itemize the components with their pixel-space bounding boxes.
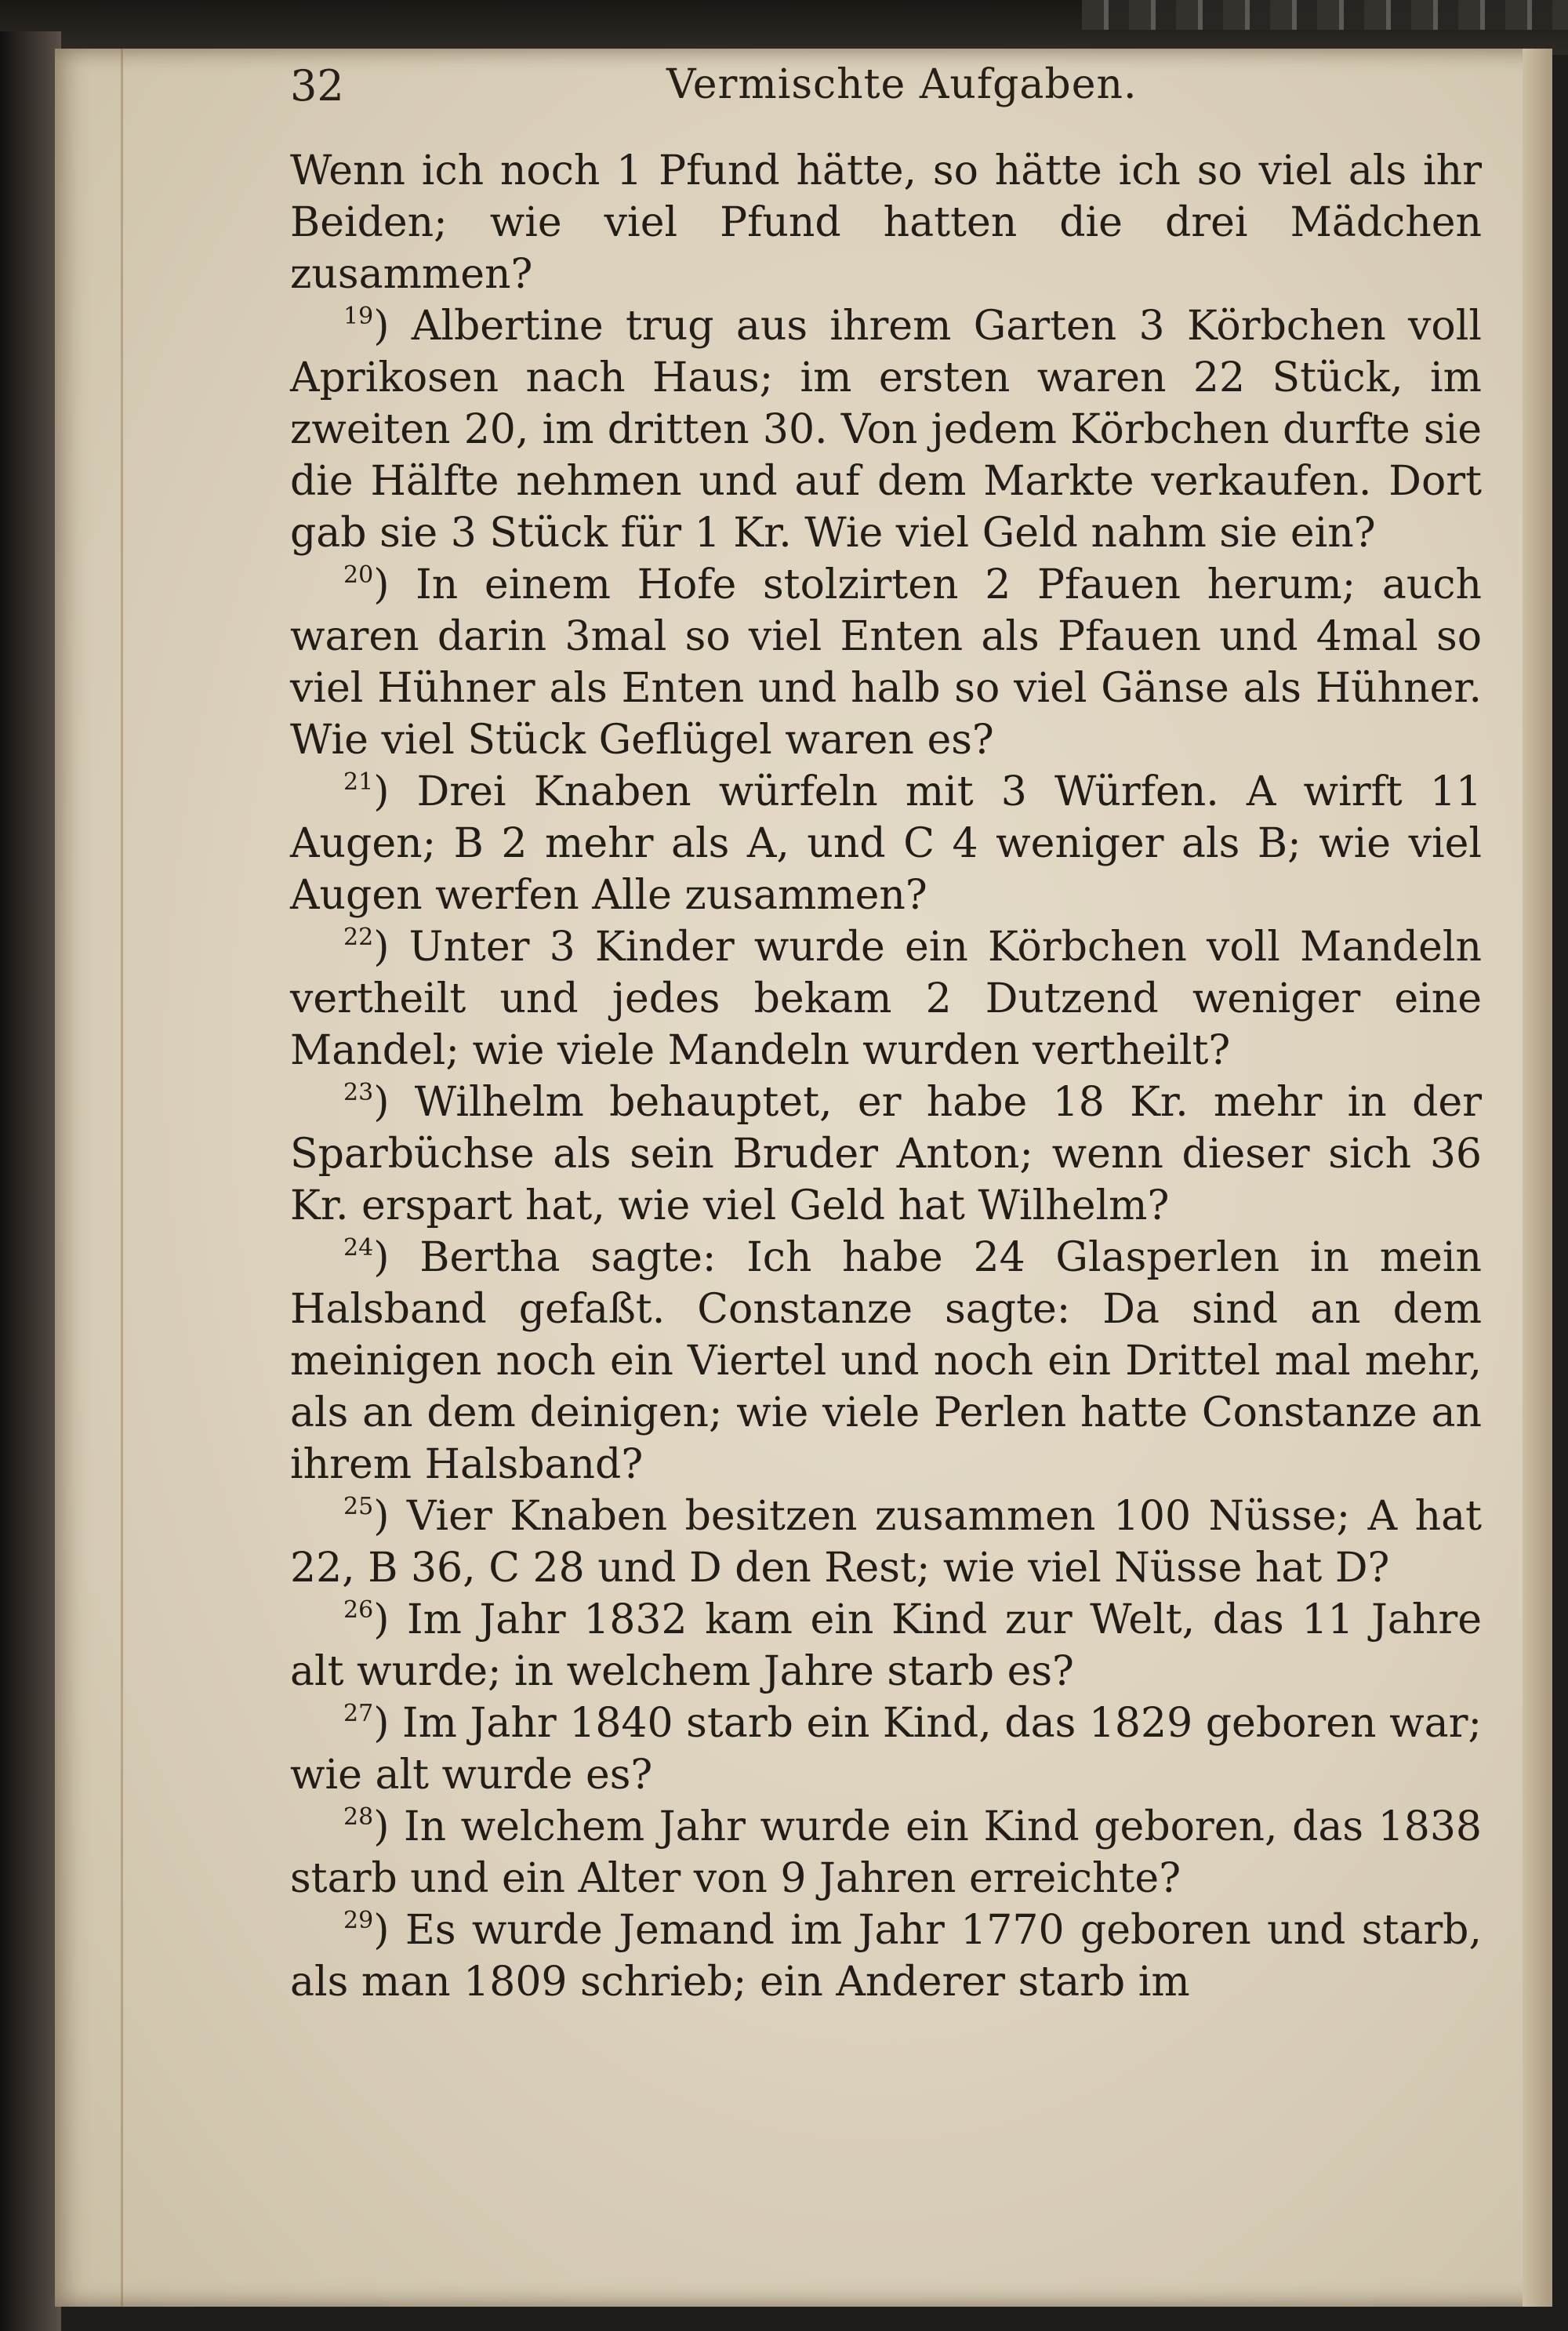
- page-gutter: [121, 49, 123, 2307]
- problem-number: 28: [343, 1803, 374, 1831]
- page-header: [290, 55, 1270, 133]
- problem-number: 25: [343, 1493, 374, 1520]
- paragraph-continuation: [290, 145, 1482, 300]
- paragraph-text: ) In welchem Jahr wurde ein Kind geboren, das 1838 starb und ein Alter von 9 Jahren erreichte?: [290, 1803, 1482, 1902]
- page-number: 32: [290, 61, 344, 111]
- problem-28: [290, 1801, 1482, 1904]
- problem-number: 27: [343, 1700, 374, 1727]
- problem-number: 20: [343, 561, 374, 589]
- paragraph-text: Wenn ich noch 1 Pfund hätte, so hätte ich so viel als ihr Beiden; wie viel Pfund hatten die drei Mädchen zusammen?: [290, 147, 1482, 298]
- problem-number: 21: [343, 768, 374, 796]
- problem-25: [290, 1490, 1482, 1594]
- paragraph-text: ) Im Jahr 1840 starb ein Kind, das 1829 geboren war; wie alt wurde es?: [290, 1700, 1482, 1799]
- problem-24: [290, 1232, 1482, 1490]
- paragraph-text: ) Es wurde Jemand im Jahr 1770 geboren und starb, als man 1809 schrieb; ein Anderer starb im: [290, 1907, 1482, 2006]
- page-edge: [1523, 49, 1552, 2307]
- problem-number: 19: [343, 303, 374, 330]
- problem-27: [290, 1697, 1482, 1801]
- book-binding: [0, 31, 61, 2331]
- problem-number: 29: [343, 1907, 374, 1934]
- paragraph-text: ) In einem Hofe stolzirten 2 Pfauen herum; auch waren darin 3mal so viel Enten als Pfauen und 4mal so viel Hühner als Enten und halb so viel Gänse als Hühner. Wie viel Stück Geflügel waren es?: [290, 561, 1482, 764]
- paragraph-text: ) Bertha sagte: Ich habe 24 Glasperlen in mein Halsband gefaßt. Constanze sagte: Da sind an dem meinigen noch ein Viertel und noch ein Drittel mal mehr, als an dem deinigen; wie viele Perlen hatte Constanze an ihrem Halsband?: [290, 1234, 1482, 1488]
- problem-23: [290, 1077, 1482, 1232]
- problem-number: 24: [343, 1234, 374, 1262]
- problem-22: [290, 921, 1482, 1077]
- problem-26: [290, 1594, 1482, 1697]
- problem-number: 22: [343, 924, 374, 951]
- paragraph-text: ) Wilhelm behauptet, er habe 18 Kr. mehr in der Sparbüchse als sein Bruder Anton; wenn dieser sich 36 Kr. erspart hat, wie viel Geld hat Wilhelm?: [290, 1079, 1482, 1229]
- problem-21: [290, 766, 1482, 921]
- problem-number: 26: [343, 1596, 374, 1624]
- problem-19: [290, 300, 1482, 559]
- paragraph-text: ) Im Jahr 1832 kam ein Kind zur Welt, das 11 Jahre alt wurde; in welchem Jahre starb es?: [290, 1596, 1482, 1695]
- problem-number: 23: [343, 1079, 374, 1106]
- paragraph-text: ) Unter 3 Kinder wurde ein Körbchen voll Mandeln vertheilt und jedes bekam 2 Dutzend weniger eine Mandel; wie viele Mandeln wurden vertheilt?: [290, 924, 1482, 1074]
- paragraph-text: ) Vier Knaben besitzen zusammen 100 Nüsse; A hat 22, B 36, C 28 und D den Rest; wie viel Nüsse hat D?: [290, 1493, 1482, 1592]
- problem-20: [290, 559, 1482, 766]
- problem-29: [290, 1904, 1482, 2008]
- page-body: [290, 145, 1482, 2008]
- running-head: Vermischte Aufgaben.: [666, 61, 1138, 108]
- book-cover-edge: [1082, 0, 1568, 30]
- paragraph-text: ) Albertine trug aus ihrem Garten 3 Körbchen voll Aprikosen nach Haus; im ersten waren 22 Stück, im zweiten 20, im dritten 30. Von jedem Körbchen durfte sie die Hälfte nehmen und auf dem Markte verkaufen. Dort gab sie 3 Stück für 1 Kr. Wie viel Geld nahm sie ein?: [290, 303, 1482, 557]
- paragraph-text: ) Drei Knaben würfeln mit 3 Würfen. A wirft 11 Augen; B 2 mehr als A, und C 4 weniger als B; wie viel Augen werfen Alle zusammen?: [290, 768, 1482, 919]
